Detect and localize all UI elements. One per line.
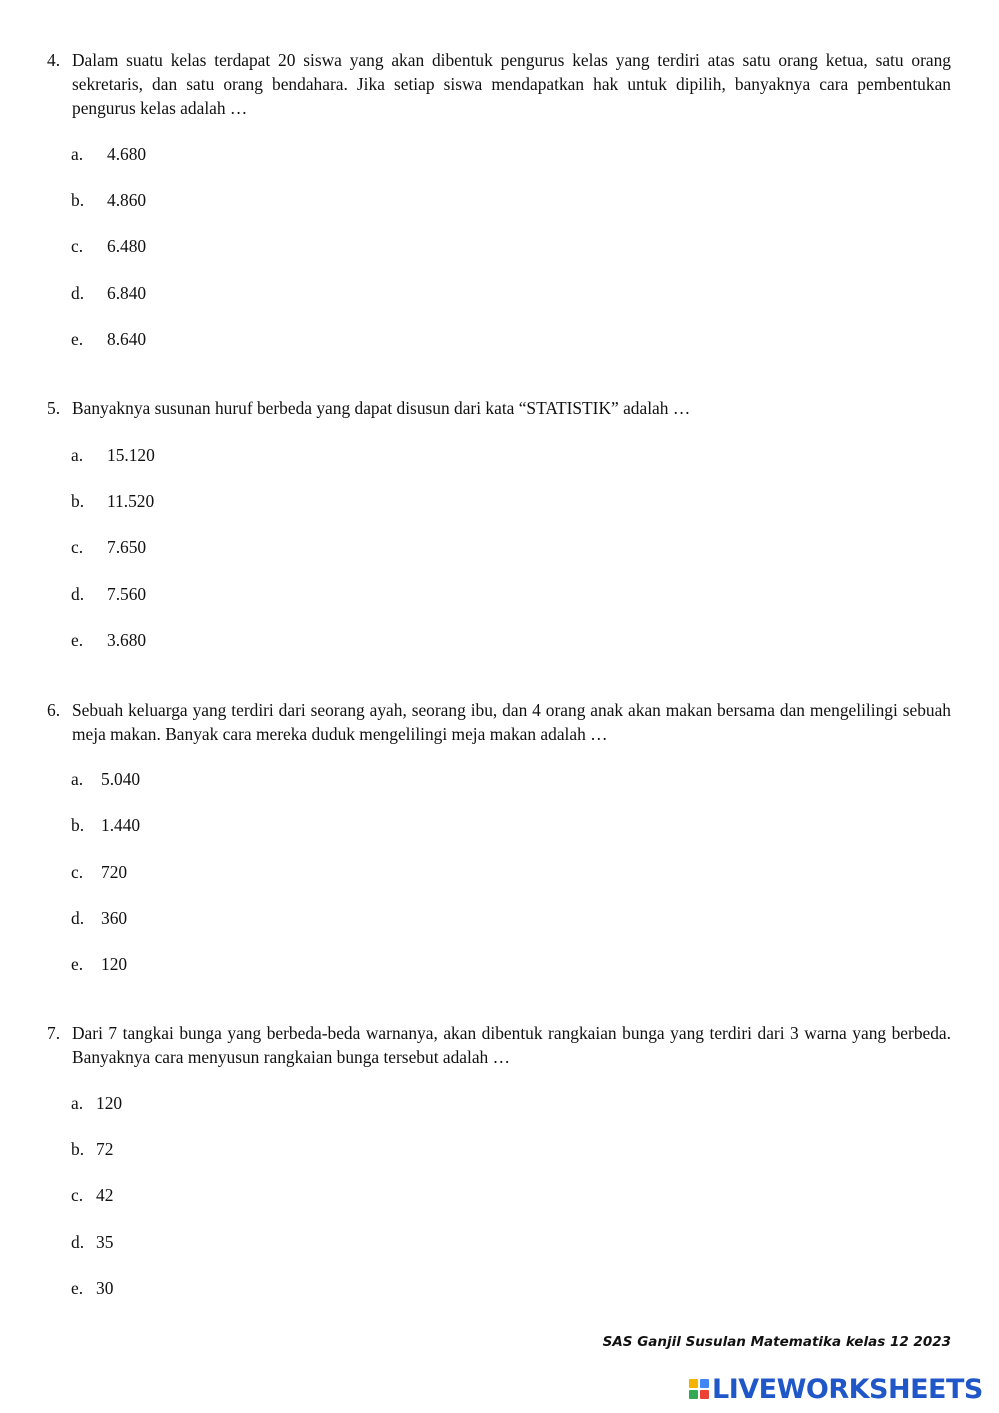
logo-square (700, 1390, 709, 1399)
option-value: 35 (96, 1232, 114, 1252)
question-text: Dari 7 tangkai bunga yang berbeda-beda warnanya, akan dibentuk rangkaian bunga yang terdiri dari 3 warna yang berbeda. Banyaknya cara menyusun rangkaian bunga tersebut adalah … (72, 1023, 951, 1067)
option-letter: b. (71, 491, 85, 511)
option-letter: e. (71, 329, 84, 349)
option-6c[interactable] (71, 860, 128, 884)
option-letter: c. (71, 537, 84, 557)
logo-square (700, 1379, 709, 1388)
question-text: Sebuah keluarga yang terdiri dari seorang ayah, seorang ibu, dan 4 orang anak akan makan bersama dan mengelilingi sebuah meja makan. Banyak cara mereka duduk mengelilingi meja makan adalah … (72, 700, 951, 744)
question-5 (47, 396, 951, 420)
footer-caption: SAS Ganjil Susulan Matematika kelas 12 2023 (602, 1334, 951, 1350)
option-5a[interactable] (71, 443, 155, 467)
option-letter: a. (71, 769, 84, 789)
option-6d[interactable] (71, 906, 128, 930)
option-value: 6.480 (107, 236, 147, 256)
question-number: 6. (47, 700, 61, 720)
option-5d[interactable] (71, 582, 147, 606)
liveworksheets-logo-icon (689, 1379, 709, 1399)
option-letter: e. (71, 630, 84, 650)
option-letter: b. (71, 1139, 85, 1159)
option-value: 3.680 (107, 630, 147, 650)
option-6a[interactable] (71, 767, 141, 791)
option-value: 5.040 (101, 769, 141, 789)
option-4b[interactable] (71, 188, 147, 212)
option-5e[interactable] (71, 628, 147, 652)
option-letter: d. (71, 584, 85, 604)
option-letter: c. (71, 236, 84, 256)
option-value: 15.120 (107, 445, 155, 465)
option-letter: d. (71, 1232, 85, 1252)
option-value: 42 (96, 1185, 114, 1205)
question-text: Banyaknya susunan huruf berbeda yang dapat disusun dari kata “STATISTIK” adalah … (72, 398, 691, 418)
option-4a[interactable] (71, 142, 147, 166)
question-7 (47, 1021, 951, 1069)
question-number: 5. (47, 398, 61, 418)
option-4d[interactable] (71, 281, 147, 305)
question-4 (47, 48, 951, 120)
option-4e[interactable] (71, 327, 147, 351)
option-value: 6.840 (107, 283, 147, 303)
option-value: 120 (101, 954, 128, 974)
option-letter: a. (71, 1093, 84, 1113)
option-letter: e. (71, 954, 84, 974)
option-value: 7.650 (107, 537, 147, 557)
option-5b[interactable] (71, 489, 155, 513)
option-6e[interactable] (71, 952, 128, 976)
question-6 (47, 698, 951, 746)
logo-square (689, 1379, 698, 1388)
liveworksheets-brand[interactable] (689, 1374, 983, 1404)
option-value: 30 (96, 1278, 114, 1298)
option-value: 72 (96, 1139, 114, 1159)
option-letter: a. (71, 445, 84, 465)
question-text: Dalam suatu kelas terdapat 20 siswa yang akan dibentuk pengurus kelas yang terdiri atas satu orang ketua, satu orang sekretaris, dan satu orang bendahara. Jika setiap siswa mendapatkan hak untuk dipilih, banyaknya cara pembentukan pengurus kelas adalah … (72, 50, 951, 118)
option-letter: c. (71, 1185, 84, 1205)
option-value: 4.680 (107, 144, 147, 164)
option-4c[interactable] (71, 234, 147, 258)
logo-square (689, 1390, 698, 1399)
option-letter: c. (71, 862, 84, 882)
option-value: 720 (101, 862, 128, 882)
brand-name: LIVEWORKSHEETS (712, 1373, 983, 1405)
option-6b[interactable] (71, 813, 141, 837)
option-letter: d. (71, 908, 85, 928)
question-number: 4. (47, 50, 61, 70)
option-value: 8.640 (107, 329, 147, 349)
option-value: 1.440 (101, 815, 141, 835)
option-value: 4.860 (107, 190, 147, 210)
option-letter: d. (71, 283, 85, 303)
option-5c[interactable] (71, 535, 147, 559)
option-letter: a. (71, 144, 84, 164)
option-letter: e. (71, 1278, 84, 1298)
option-7d[interactable] (71, 1230, 114, 1254)
option-7c[interactable] (71, 1183, 114, 1207)
option-value: 11.520 (107, 491, 155, 511)
option-value: 120 (96, 1093, 123, 1113)
option-letter: b. (71, 190, 85, 210)
option-value: 360 (101, 908, 128, 928)
question-number: 7. (47, 1023, 61, 1043)
option-value: 7.560 (107, 584, 147, 604)
option-letter: b. (71, 815, 85, 835)
option-7e[interactable] (71, 1276, 114, 1300)
option-7b[interactable] (71, 1137, 114, 1161)
option-7a[interactable] (71, 1091, 123, 1115)
